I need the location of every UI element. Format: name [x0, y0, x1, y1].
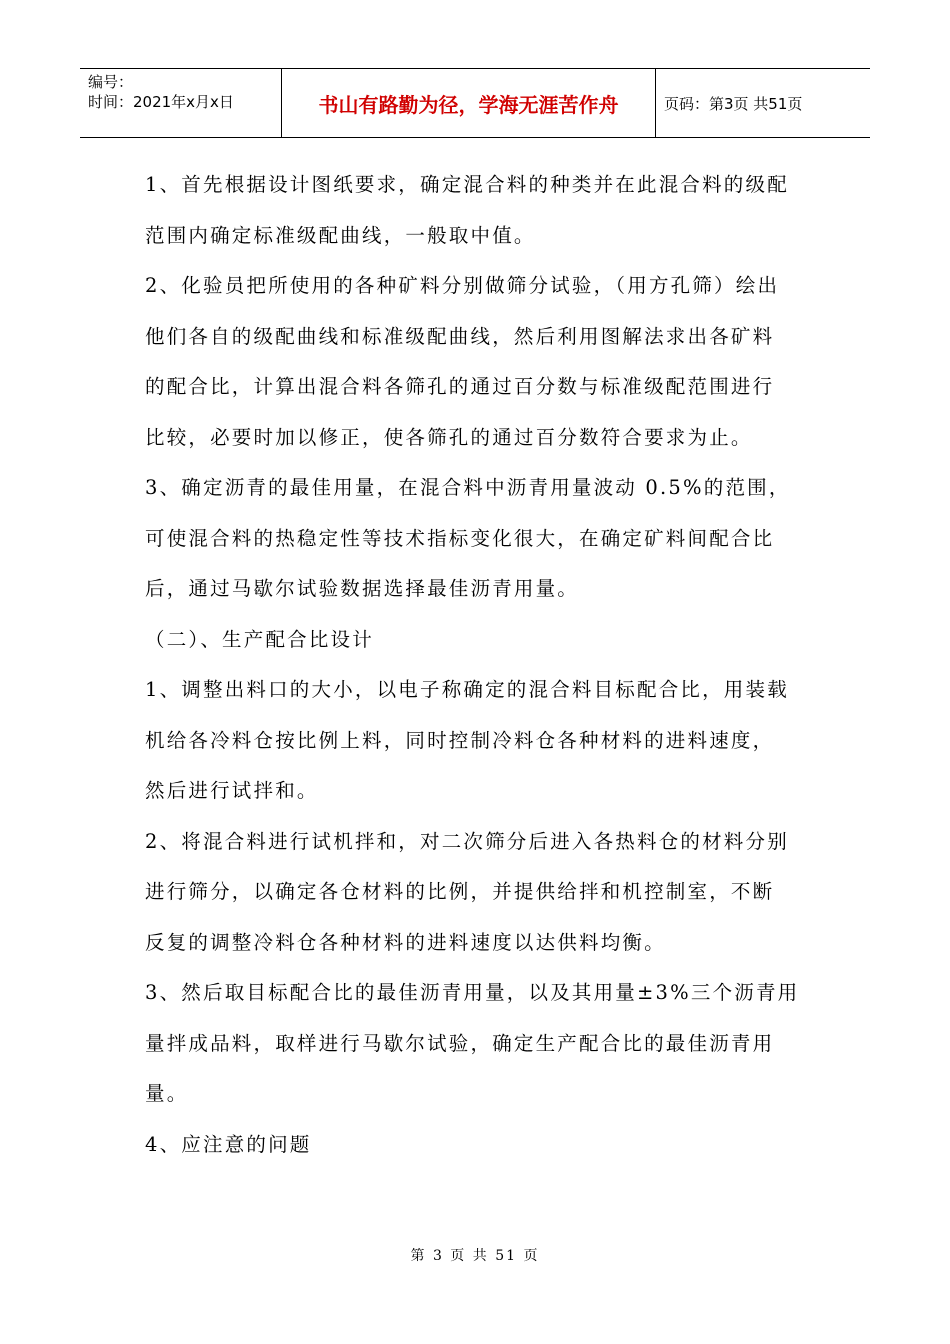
body-line: 反复的调整冷料仓各种材料的进料速度以达供料均衡。: [145, 930, 666, 954]
section-heading: （二）、生产配合比设计: [145, 627, 374, 651]
document-header: [80, 68, 870, 138]
body-line: 1、首先根据设计图纸要求，确定混合料的种类并在此混合料的级配: [145, 173, 789, 196]
body-line: 后，通过马歇尔试验数据选择最佳沥青用量。: [145, 577, 580, 600]
body-line: 可使混合料的热稳定性等技术指标变化很大，在确定矿料间配合比: [145, 526, 775, 550]
body-line: 进行筛分，以确定各仓材料的比例，并提供给拌和机控制室，不断: [145, 880, 775, 903]
body-line: 的配合比，计算出混合料各筛孔的通过百分数与标准级配范围进行: [145, 375, 775, 398]
header-motto: 书山有路勤为径，学海无涯苦作舟: [282, 69, 656, 137]
body-line: 2、将混合料进行试机拌和，对二次筛分后进入各热料仓的材料分别: [145, 829, 789, 853]
body-line: 范围内确定标准级配曲线，一般取中值。: [145, 223, 536, 247]
body-line: 量拌成品料，取样进行马歇尔试验，确定生产配合比的最佳沥青用: [145, 1031, 775, 1055]
header-meta-cell: [80, 69, 282, 137]
body-line: 4、应注意的问题: [145, 1132, 312, 1156]
body-line: 3、然后取目标配合比的最佳沥青用量，以及其用量±3%三个沥青用: [145, 981, 800, 1004]
date-label: 时间：2021年x月x日: [88, 93, 234, 111]
body-line: 3、确定沥青的最佳用量，在混合料中沥青用量波动 0.5%的范围，: [145, 476, 791, 499]
body-line: 量。: [145, 1082, 189, 1105]
document-body: [145, 160, 810, 1170]
body-line: 2、化验员把所使用的各种矿料分别做筛分试验，（用方孔筛）绘出: [145, 274, 780, 297]
body-line: 1、调整出料口的大小，以电子称确定的混合料目标配合比，用装载: [145, 678, 789, 701]
serial-number-label: 编号：: [88, 73, 134, 91]
page-footer: 第 3 页 共 51 页: [410, 1248, 540, 1264]
body-line: 机给各冷料仓按比例上料，同时控制冷料仓各种材料的进料速度，: [145, 728, 775, 752]
header-page-info: 页码：第3页 共51页: [664, 94, 803, 113]
body-line: 比较，必要时加以修正，使各筛孔的通过百分数符合要求为止。: [145, 425, 753, 449]
body-line: 他们各自的级配曲线和标准级配曲线，然后利用图解法求出各矿料: [145, 324, 775, 348]
body-line: 然后进行试拌和。: [145, 779, 319, 802]
